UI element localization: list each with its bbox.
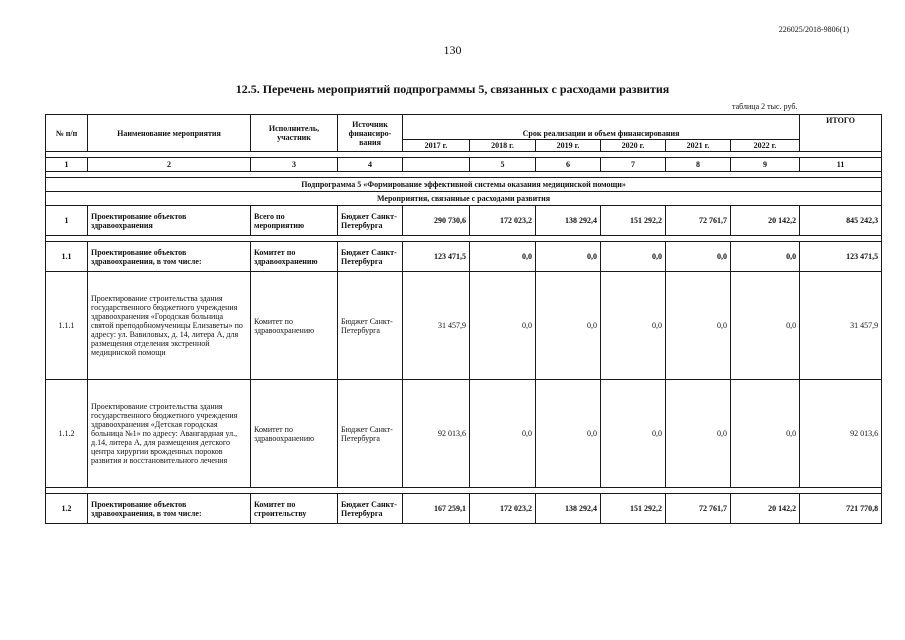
row-source: Бюджет Санкт-Петербурга (338, 272, 403, 380)
row-value-2022: 0,0 (731, 272, 800, 380)
row-value-2021: 0,0 (666, 380, 731, 488)
row-value-2020: 0,0 (601, 380, 666, 488)
row-value-2018: 172 023,2 (470, 206, 536, 236)
header-no: № п/п (46, 115, 88, 152)
header-executor: Исполнитель, участник (251, 115, 338, 152)
row-value-2022: 20 142,2 (731, 206, 800, 236)
row-value-2017: 92 013,6 (403, 380, 470, 488)
row-number: 1.1 (46, 242, 88, 272)
header-year: 2019 г. (536, 140, 601, 152)
column-number: 11 (800, 158, 882, 172)
row-source: Бюджет Санкт-Петербурга (338, 242, 403, 272)
row-value-2020: 151 292,2 (601, 494, 666, 524)
row-name: Проектирование строительства здания государственного бюджетного учреждения здравоохранения «Городская больница святой преподобномученицы Елизаветы» по адресу: ул. Вавиловых, д. 14, литера А, для размещения отделения экстренной медицинской помощи (88, 272, 251, 380)
row-value-2020: 0,0 (601, 272, 666, 380)
row-number: 1.1.2 (46, 380, 88, 488)
page-number: 130 (443, 43, 462, 57)
section-title: Подпрограмма 5 «Формирование эффективной системы оказания медицинской помощи» (46, 178, 882, 192)
row-total: 92 013,6 (800, 380, 882, 488)
row-value-2020: 151 292,2 (601, 206, 666, 236)
row-value-2020: 0,0 (601, 242, 666, 272)
row-value-2022: 20 142,2 (731, 494, 800, 524)
row-value-2019: 0,0 (536, 272, 601, 380)
table-note: таблица 2 тыс. руб. (732, 102, 798, 111)
row-total: 31 457,9 (800, 272, 882, 380)
row-number: 1.1.1 (46, 272, 88, 380)
table-row (46, 494, 882, 524)
row-value-2019: 0,0 (536, 242, 601, 272)
row-name: Проектирование объектов здравоохранения (88, 206, 251, 236)
row-total: 123 471,5 (800, 242, 882, 272)
row-executor: Комитет по строительству (251, 494, 338, 524)
row-total: 845 242,3 (800, 206, 882, 236)
subsection-title: Мероприятия, связанные с расходами развития (46, 192, 882, 206)
column-number (403, 158, 470, 172)
column-number: 4 (338, 158, 403, 172)
row-source: Бюджет Санкт-Петербурга (338, 380, 403, 488)
row-value-2017: 290 730,6 (403, 206, 470, 236)
header-year: 2022 г. (731, 140, 800, 152)
row-source: Бюджет Санкт-Петербурга (338, 206, 403, 236)
row-value-2022: 0,0 (731, 242, 800, 272)
header-year: 2017 г. (403, 140, 470, 152)
column-number: 3 (251, 158, 338, 172)
row-executor: Комитет по здравоохранению (251, 272, 338, 380)
table-row (46, 272, 882, 380)
row-name: Проектирование объектов здравоохранения, в том числе: (88, 242, 251, 272)
header-year: 2020 г. (601, 140, 666, 152)
row-value-2018: 0,0 (470, 272, 536, 380)
row-value-2022: 0,0 (731, 380, 800, 488)
row-value-2018: 0,0 (470, 380, 536, 488)
row-value-2017: 167 259,1 (403, 494, 470, 524)
row-executor: Всего по мероприятию (251, 206, 338, 236)
row-value-2017: 31 457,9 (403, 272, 470, 380)
document-number: 226025/2018-9806(1) (778, 25, 849, 34)
row-source: Бюджет Санкт-Петербурга (338, 494, 403, 524)
page-title: 12.5. Перечень мероприятий подпрограммы 5, связанных с расходами развития (235, 82, 670, 96)
row-total: 721 770,8 (800, 494, 882, 524)
financing-table (45, 114, 882, 524)
column-number: 5 (470, 158, 536, 172)
row-value-2019: 0,0 (536, 380, 601, 488)
row-value-2021: 72 761,7 (666, 494, 731, 524)
table-row (46, 242, 882, 272)
row-value-2021: 72 761,7 (666, 206, 731, 236)
row-value-2018: 0,0 (470, 242, 536, 272)
column-number: 9 (731, 158, 800, 172)
header-total: ИТОГО (800, 115, 882, 152)
column-number: 6 (536, 158, 601, 172)
column-number: 1 (46, 158, 88, 172)
row-executor: Комитет по здравоохранению (251, 380, 338, 488)
header-source: Источник финансиро-вания (338, 115, 403, 152)
row-value-2021: 0,0 (666, 272, 731, 380)
header-name: Наименование мероприятия (88, 115, 251, 152)
column-number: 2 (88, 158, 251, 172)
header-year: 2021 г. (666, 140, 731, 152)
row-value-2018: 172 023,2 (470, 494, 536, 524)
header-year: 2018 г. (470, 140, 536, 152)
header-period: Срок реализации и объем финансирования (403, 115, 800, 140)
column-number: 8 (666, 158, 731, 172)
row-number: 1.2 (46, 494, 88, 524)
table-row (46, 206, 882, 236)
row-executor: Комитет по здравоохранению (251, 242, 338, 272)
row-number: 1 (46, 206, 88, 236)
column-number: 7 (601, 158, 666, 172)
table-row (46, 380, 882, 488)
row-value-2021: 0,0 (666, 242, 731, 272)
row-name: Проектирование строительства здания государственного бюджетного учреждения здравоохранения «Детская городская больница №1» по адресу: Авангардная ул., д.14, литера А, для размещения детского центра хирургии врожденных пороков развития и восстановительного лечения (88, 380, 251, 488)
row-name: Проектирование объектов здравоохранения, в том числе: (88, 494, 251, 524)
row-value-2019: 138 292,4 (536, 206, 601, 236)
row-value-2017: 123 471,5 (403, 242, 470, 272)
row-value-2019: 138 292,4 (536, 494, 601, 524)
